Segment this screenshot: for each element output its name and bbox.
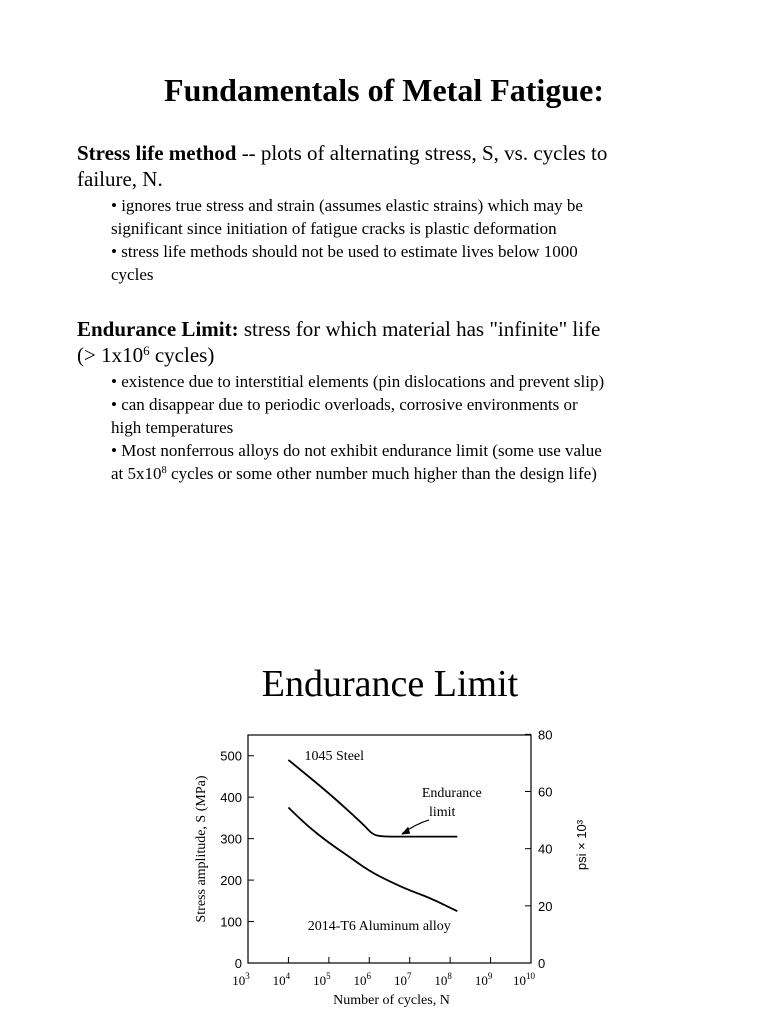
list-item: • can disappear due to periodic overloads, corrosive environments or	[111, 395, 578, 414]
x-tick-label: $10^4$	[272, 971, 291, 988]
y-tick-label: 0	[234, 956, 242, 971]
stress-life-term: Stress life method	[77, 141, 237, 165]
endurance-term: Endurance Limit:	[77, 317, 239, 341]
last-line-pre: at 5x10	[111, 464, 162, 483]
annotation-endurance-line2: limit	[429, 804, 456, 820]
list-item: cycles	[111, 265, 154, 284]
series-line-1	[288, 808, 457, 912]
x-tick-label: $10^{10}$	[513, 971, 535, 988]
y-axis-label: Stress amplitude, S (MPa)	[194, 775, 209, 923]
endurance-line2-post: cycles)	[149, 343, 215, 367]
stress-life-line2: failure, N.	[77, 167, 163, 191]
y-tick-label: 100	[220, 914, 242, 930]
y-right-tick-label: 20	[538, 898, 553, 914]
list-item: • Most nonferrous alloys do not exhibit endurance limit (some use value	[111, 441, 602, 460]
endurance-line1: stress for which material has "infinite" life	[238, 317, 601, 341]
list-item: • existence due to interstitial elements (pin dislocations and prevent slip)	[111, 372, 605, 391]
y-right-tick-label: 40	[538, 841, 553, 857]
list-item: • ignores true stress and strain (assumes elastic strains) which may be	[111, 196, 583, 215]
y-tick-label: 400	[220, 790, 242, 806]
y-tick-label: 200	[220, 873, 242, 889]
list-item: significant since initiation of fatigue cracks is plastic deformation	[111, 219, 557, 238]
y-right-tick-label: 60	[538, 784, 553, 800]
series-label-steel: 1045 Steel	[304, 748, 365, 764]
x-tick-label: $10^8$	[434, 971, 452, 988]
y-tick-label: 300	[220, 831, 242, 847]
x-tick-label: $10^6$	[353, 971, 372, 988]
stress-life-line1: -- plots of alternating stress, S, vs. cycles to	[236, 141, 608, 165]
series-label-aluminum: 2014-T6 Aluminum alloy	[307, 918, 451, 934]
x-tick-label: $10^7$	[393, 971, 412, 988]
list-item: high temperatures	[111, 418, 234, 437]
annotation-endurance-line1: Endurance	[421, 786, 482, 802]
last-line-post: cycles or some other number much higher than the design life)	[166, 464, 597, 483]
endurance-line2-sup: 6	[143, 342, 150, 358]
endurance-line2-pre: (> 1x10	[77, 343, 144, 367]
y-right-tick-label: 80	[538, 727, 553, 743]
x-tick-label: $10^3$	[232, 971, 250, 988]
last-line-sup: 8	[161, 465, 167, 477]
annotation-arrowhead	[401, 827, 410, 835]
x-tick-label: $10^5$	[313, 971, 331, 988]
y-right-axis-label: psi × 10³	[574, 819, 589, 871]
y-tick-label: 500	[220, 748, 242, 764]
x-tick-label: $10^9$	[474, 971, 493, 988]
page-title: Fundamentals of Metal Fatigue:	[164, 72, 604, 108]
y-right-tick-label: 0	[538, 956, 546, 971]
x-axis-label: Number of cycles, N	[333, 993, 450, 1008]
slide2-title: Endurance Limit	[261, 663, 519, 705]
list-item: • stress life methods should not be used to estimate lives below 1000	[111, 242, 578, 261]
